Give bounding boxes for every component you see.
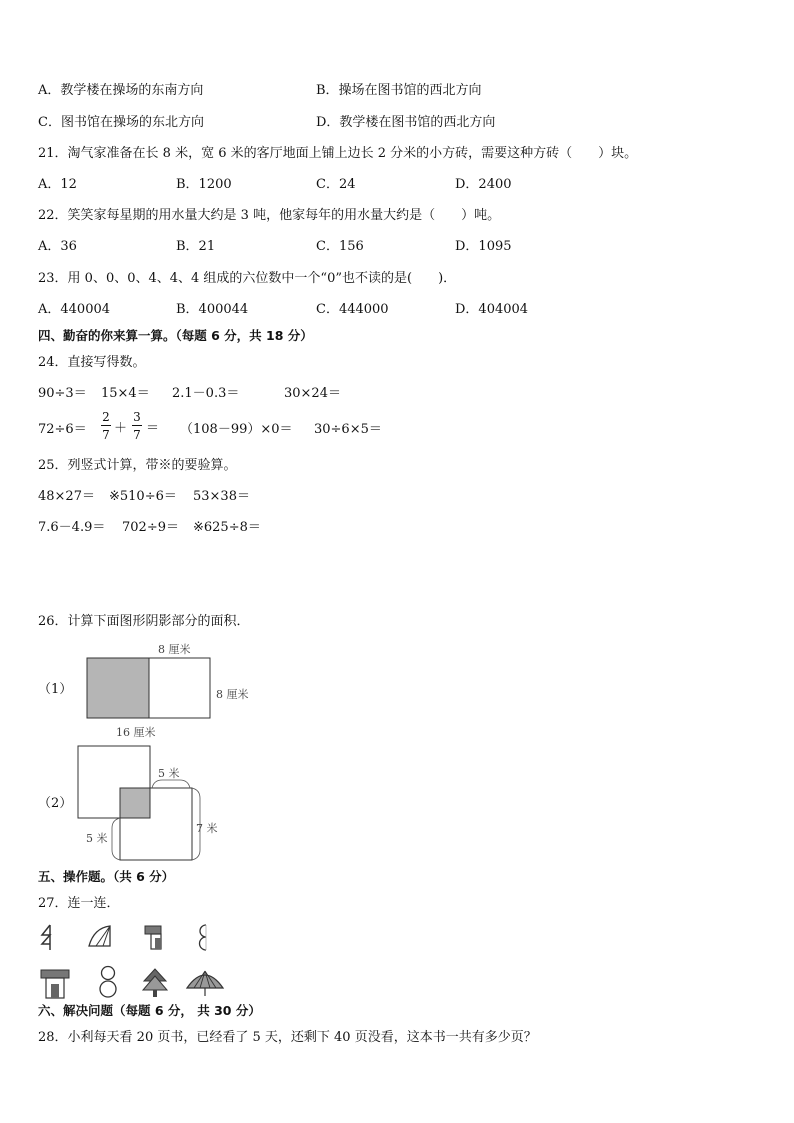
figure-2-top-brace: [152, 780, 190, 788]
q24-item-7: （108－99）×0＝: [180, 422, 293, 437]
full-snowman-icon: [94, 964, 122, 1000]
figure-2-left-label: 5 米: [86, 832, 108, 845]
full-umbrella-icon: [184, 966, 226, 1000]
half-umbrella-icon: [86, 922, 114, 950]
q23-option-d: D．404004: [455, 302, 529, 317]
plus-sign: ＋: [114, 421, 128, 436]
figure-2-right-label: 7 米: [196, 822, 218, 835]
q25-item-3: 53×38＝: [193, 489, 250, 504]
q25-item-5: 702÷9＝: [122, 520, 179, 535]
q25-item-4: 7.6－4.9＝: [38, 520, 106, 535]
fraction-numerator-2: 3: [133, 410, 141, 424]
half-snowman-icon: [192, 922, 214, 952]
full-tree-icon: [140, 966, 170, 1000]
q22-stem: 22．笑笑家每星期的用水量大约是 3 吨，他家每年的用水量大约是（ ）吨。: [38, 208, 501, 223]
q23-option-b: B．400044: [176, 302, 249, 317]
q21-stem: 21．淘气家准备在长 8 米，宽 6 米的客厅地面上铺上边长 2 分米的小方砖，需要这种方砖（ ）块。: [38, 146, 638, 161]
q21-option-a: A．12: [38, 177, 77, 192]
q22-option-d: D．1095: [455, 239, 512, 254]
fraction-denominator-2: 7: [133, 428, 141, 442]
fraction-bar-2: [132, 425, 142, 426]
q23-option-c: C．444000: [316, 302, 389, 317]
q24-item-2: 15×4＝: [101, 386, 150, 401]
q24-item-4: 30×24＝: [284, 386, 341, 401]
figure-1-label: （1）: [38, 682, 73, 697]
full-house-icon: [38, 966, 72, 1000]
q20-option-b: B．操场在图书馆的西北方向: [316, 83, 482, 98]
equals-sign: ＝: [146, 421, 160, 436]
q24-stem: 24．直接写得数。: [38, 355, 146, 370]
section-5-title: 五、操作题。（共 6 分）: [38, 869, 175, 884]
q21-option-b: B．1200: [176, 177, 232, 192]
section-6-title: 六、解决问题（每题 6 分， 共 30 分）: [38, 1003, 261, 1018]
figure-1-white-square: [149, 658, 210, 718]
q23-stem: 23．用 0、0、0、4、4、4 组成的六位数中一个“0”也不读的是( )．: [38, 271, 457, 286]
figure-2-label: （2）: [38, 796, 73, 811]
q24-item-8: 30÷6×5＝: [314, 422, 382, 437]
q25-item-6: ※625÷8＝: [193, 520, 261, 535]
figure-2-top-label: 5 米: [158, 767, 180, 780]
q20-option-c: C．图书馆在操场的东北方向: [38, 115, 204, 130]
q25-item-1: 48×27＝: [38, 489, 95, 504]
figure-2-left-brace: [112, 818, 120, 860]
fraction-bar-1: [101, 425, 111, 426]
half-tree-icon: [38, 922, 60, 952]
q24-item-1: 90÷3＝: [38, 386, 87, 401]
figure-1-shaded-square: [87, 658, 149, 718]
figure-2-shaded-overlap: [120, 788, 150, 818]
figure-1-top-label: 8 厘米: [158, 643, 191, 656]
q20-option-d: D．教学楼在图书馆的西北方向: [316, 115, 496, 130]
figure-1-right-label: 8 厘米: [216, 688, 249, 701]
fraction-numerator-1: 2: [102, 410, 110, 424]
q27-stem: 27．连一连．: [38, 896, 120, 911]
figure-1-bottom-label: 16 厘米: [116, 726, 156, 739]
q28-stem: 28．小利每天看 20 页书，已经看了 5 天，还剩下 40 页没看，这本书一共有多少页？: [38, 1030, 537, 1045]
q20-option-a: A．教学楼在操场的东南方向: [38, 83, 204, 98]
q21-option-d: D．2400: [455, 177, 512, 192]
q22-option-c: C．156: [316, 239, 364, 254]
fraction-denominator-1: 7: [102, 428, 110, 442]
q22-option-a: A．36: [38, 239, 77, 254]
q25-stem: 25．列竖式计算，带※的要验算。: [38, 458, 237, 473]
half-house-icon: [142, 922, 164, 952]
q24-item-5: 72÷6＝: [38, 422, 87, 437]
q23-option-a: A．440004: [38, 302, 111, 317]
q25-item-2: ※510÷6＝: [109, 489, 177, 504]
figure-1-diagram: [80, 650, 220, 724]
section-4-title: 四、勤奋的你来算一算。（每题 6 分，共 18 分）: [38, 328, 313, 343]
figure-2-diagram: [70, 742, 220, 866]
q26-stem: 26．计算下面图形阴影部分的面积．: [38, 614, 250, 629]
q21-option-c: C．24: [316, 177, 356, 192]
q24-item-3: 2.1－0.3＝: [172, 386, 240, 401]
q22-option-b: B．21: [176, 239, 216, 254]
